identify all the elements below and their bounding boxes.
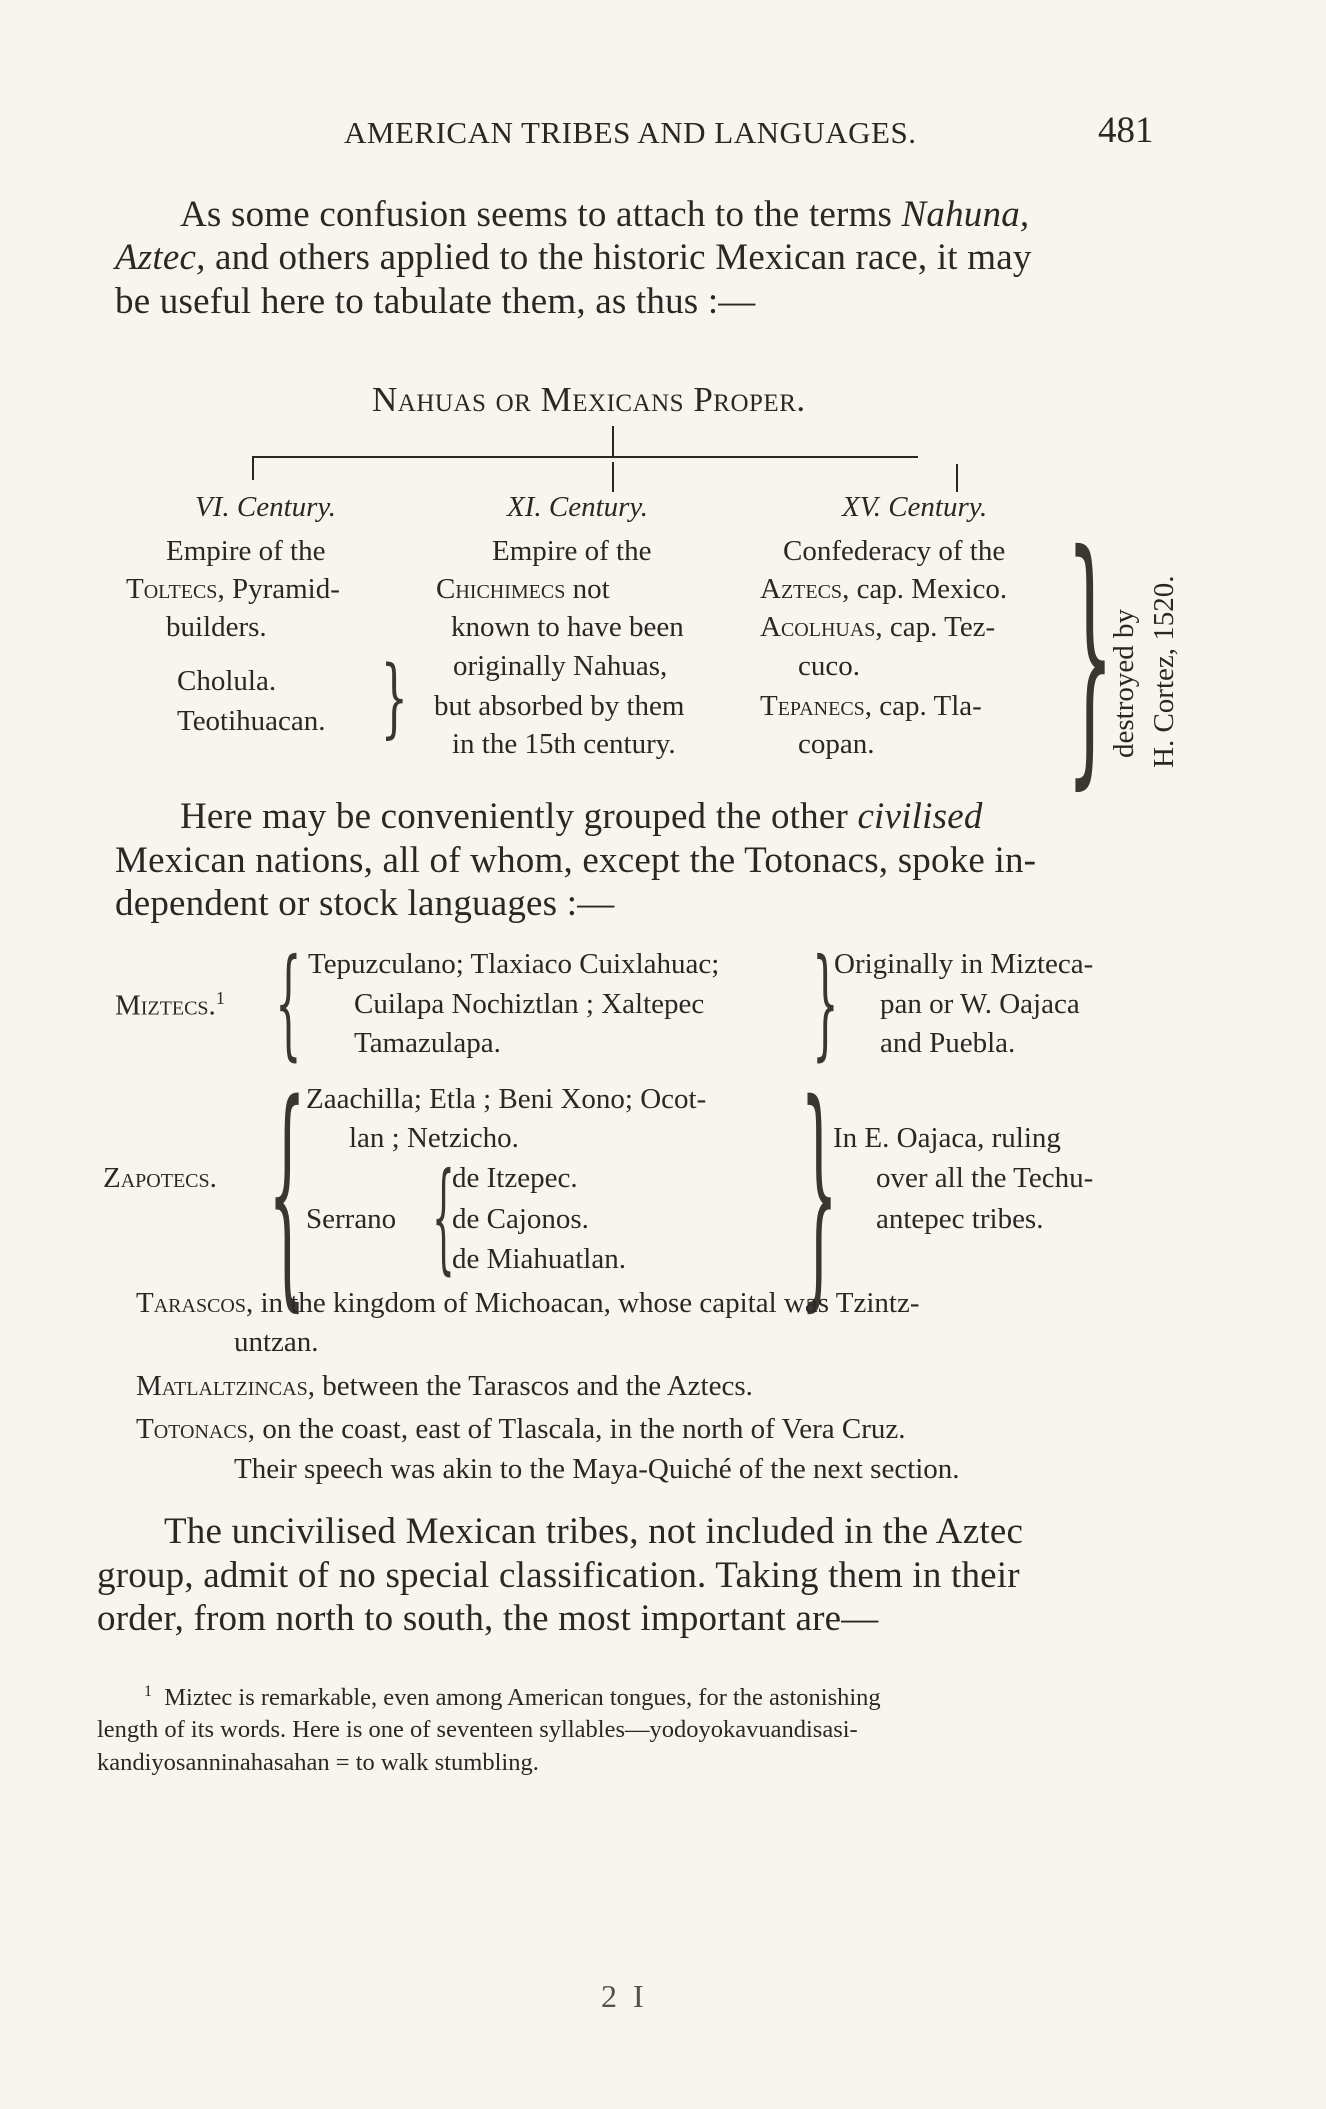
branch-3-line	[760, 690, 982, 723]
totonacs-cont: Their speech was akin to the Maya-Quiché of the next section.	[234, 1453, 960, 1485]
matlaltzincas-text: between the Tarascos and the Aztecs.	[314, 1370, 753, 1402]
tribe-acolhuas: Acolhuas	[760, 611, 876, 643]
miztecs-place: Tepuzculano; Tlaxiaco Cuixlahuac;	[308, 948, 720, 980]
brace-icon: {	[268, 1052, 307, 1332]
tarascos-entry	[136, 1287, 920, 1320]
branch-1-line-text: , Pyramid-	[217, 573, 340, 605]
brace-icon: }	[812, 934, 839, 1073]
footnote-text: Miztec is remarkable, even among American tongues, for the astonishing	[164, 1684, 881, 1712]
branch-2-century: XI. Century.	[507, 491, 648, 523]
tree-branch-1-line	[252, 456, 254, 480]
para3-line-1: The uncivilised Mexican tribes, not included in the Aztec	[164, 1511, 1024, 1552]
branch-3-line-text: , cap. Tez-	[875, 611, 996, 643]
miztecs-note: pan or W. Oajaca	[880, 988, 1080, 1020]
zapotecs-place: lan ; Netzicho.	[349, 1122, 519, 1154]
intro-text: and others applied to the historic Mexican race, it may	[205, 237, 1032, 278]
brace-icon: {	[275, 934, 302, 1073]
tree-branch-3-line	[956, 464, 958, 492]
miztecs-note: and Puebla.	[880, 1027, 1016, 1059]
tarascos-text: in the kingdom of Michoacan, whose capital was Tzintz-	[253, 1287, 920, 1319]
term-aztec: Aztec,	[115, 237, 206, 278]
matlaltzincas-entry	[136, 1370, 753, 1403]
branch-3-line	[760, 611, 995, 644]
intro-line-3: be useful here to tabulate them, as thus :—	[115, 281, 756, 322]
para3-line-3: order, from north to south, the most important are—	[97, 1598, 879, 1639]
branch-3-line	[760, 573, 1007, 606]
tribe-toltecs: Toltecs	[126, 573, 218, 605]
zapotecs-note: over all the Techu-	[876, 1162, 1094, 1194]
branch-2-line-text: not	[565, 573, 610, 605]
tree-branch-2-line	[612, 462, 614, 492]
tribe-chichimecs: Chichimecs	[436, 573, 566, 605]
tree-crossbar	[252, 456, 918, 458]
footnote-line-3: kandiyosanninahasahan = to walk stumbling.	[97, 1749, 539, 1776]
branch-1-sub: Teotihuacan.	[177, 705, 326, 737]
zapotecs-place: Zaachilla; Etla ; Beni Xono; Ocot-	[306, 1083, 707, 1115]
serrano-label: Serrano	[306, 1203, 397, 1235]
para2-line-3: dependent or stock languages :—	[115, 883, 615, 924]
intro-line-1	[180, 193, 1029, 236]
term-nahuna: Nahuna,	[901, 194, 1030, 235]
footnote-line-1	[144, 1683, 881, 1712]
tribe-tarascos: Tarascos,	[136, 1287, 254, 1319]
branch-3-line: copan.	[798, 728, 875, 760]
brace-icon: }	[380, 648, 409, 748]
footnote-mark: 1	[144, 1683, 152, 1700]
tribe-totonacs: Totonacs,	[136, 1413, 256, 1445]
branch-1-line: Empire of the	[166, 535, 326, 567]
intro-text: As some confusion seems to attach to the terms	[180, 194, 902, 235]
branch-2-line: Empire of the	[492, 535, 652, 567]
branch-3-line-text: , cap. Tla-	[864, 690, 982, 722]
page-number: 481	[1098, 110, 1154, 151]
miztecs-note: Originally in Mizteca-	[834, 948, 1094, 980]
miztecs-place: Tamazulapa.	[354, 1027, 501, 1059]
branch-3-century: XV. Century.	[842, 491, 988, 523]
zapotecs-note: antepec tribes.	[876, 1203, 1044, 1235]
branch-2-line: in the 15th century.	[452, 728, 676, 760]
branch-3-line: cuco.	[798, 650, 860, 682]
brace-icon: }	[1066, 497, 1115, 812]
footnote-ref: 1	[215, 988, 225, 1008]
branch-1-line: builders.	[166, 611, 267, 643]
para3-line-2: group, admit of no special classification. Taking them in their	[97, 1555, 1020, 1596]
tribe-zapotecs: Zapotecs.	[103, 1162, 217, 1194]
footnote-line-2: length of its words. Here is one of seventeen syllables—yodoyokavuandisasi-	[97, 1716, 858, 1743]
tarascos-cont: untzan.	[234, 1326, 319, 1358]
tribe-tepanecs: Tepanecs	[760, 690, 865, 722]
tree-stem	[612, 426, 614, 456]
tribe-miztecs: Miztecs.	[115, 989, 216, 1022]
serrano-place: de Itzepec.	[452, 1162, 578, 1194]
para2-line-1	[180, 795, 983, 838]
running-title: AMERICAN TRIBES AND LANGUAGES.	[344, 115, 917, 150]
para2-line-2: Mexican nations, all of whom, except the Totonacs, spoke in-	[115, 840, 1037, 881]
branch-1-line	[126, 573, 340, 606]
branch-2-line	[436, 573, 610, 606]
tribe-matlaltzincas: Matlaltzincas,	[136, 1370, 315, 1402]
branch-2-line: but absorbed by them	[434, 690, 685, 722]
serrano-place: de Miahuatlan.	[452, 1243, 626, 1275]
intro-line-2	[115, 236, 1032, 279]
tribe-aztecs: Aztecs	[760, 573, 843, 605]
miztecs-name	[115, 988, 225, 1023]
term-civilised: civilised	[857, 796, 983, 837]
branch-2-line: known to have been	[451, 611, 684, 643]
totonacs-entry	[136, 1413, 905, 1446]
para2-text: Here may be conveniently grouped the other	[180, 796, 858, 837]
brace-icon: {	[432, 1148, 455, 1287]
branch-3-line-text: , cap. Mexico.	[842, 573, 1008, 605]
miztecs-place: Cuilapa Nochiztlan ; Xaltepec	[354, 988, 705, 1020]
branch-3-line: Confederacy of the	[783, 535, 1006, 567]
signature-mark: 2 I	[601, 1978, 648, 2014]
zapotecs-note: In E. Oajaca, ruling	[833, 1122, 1061, 1154]
side-note-line-2: H. Cortez, 1520.	[1148, 575, 1180, 768]
side-note-line-1: destroyed by	[1108, 609, 1140, 758]
brace-icon: }	[800, 1052, 839, 1332]
branch-2-line: originally Nahuas,	[453, 650, 668, 682]
branch-1-sub: Cholula.	[177, 665, 277, 697]
tree-root-title: Nahuas or Mexicans Proper.	[372, 380, 806, 419]
branch-1-century: VI. Century.	[195, 491, 336, 523]
serrano-place: de Cajonos.	[452, 1203, 589, 1235]
totonacs-text: on the coast, east of Tlascala, in the north of Vera Cruz.	[255, 1413, 906, 1445]
